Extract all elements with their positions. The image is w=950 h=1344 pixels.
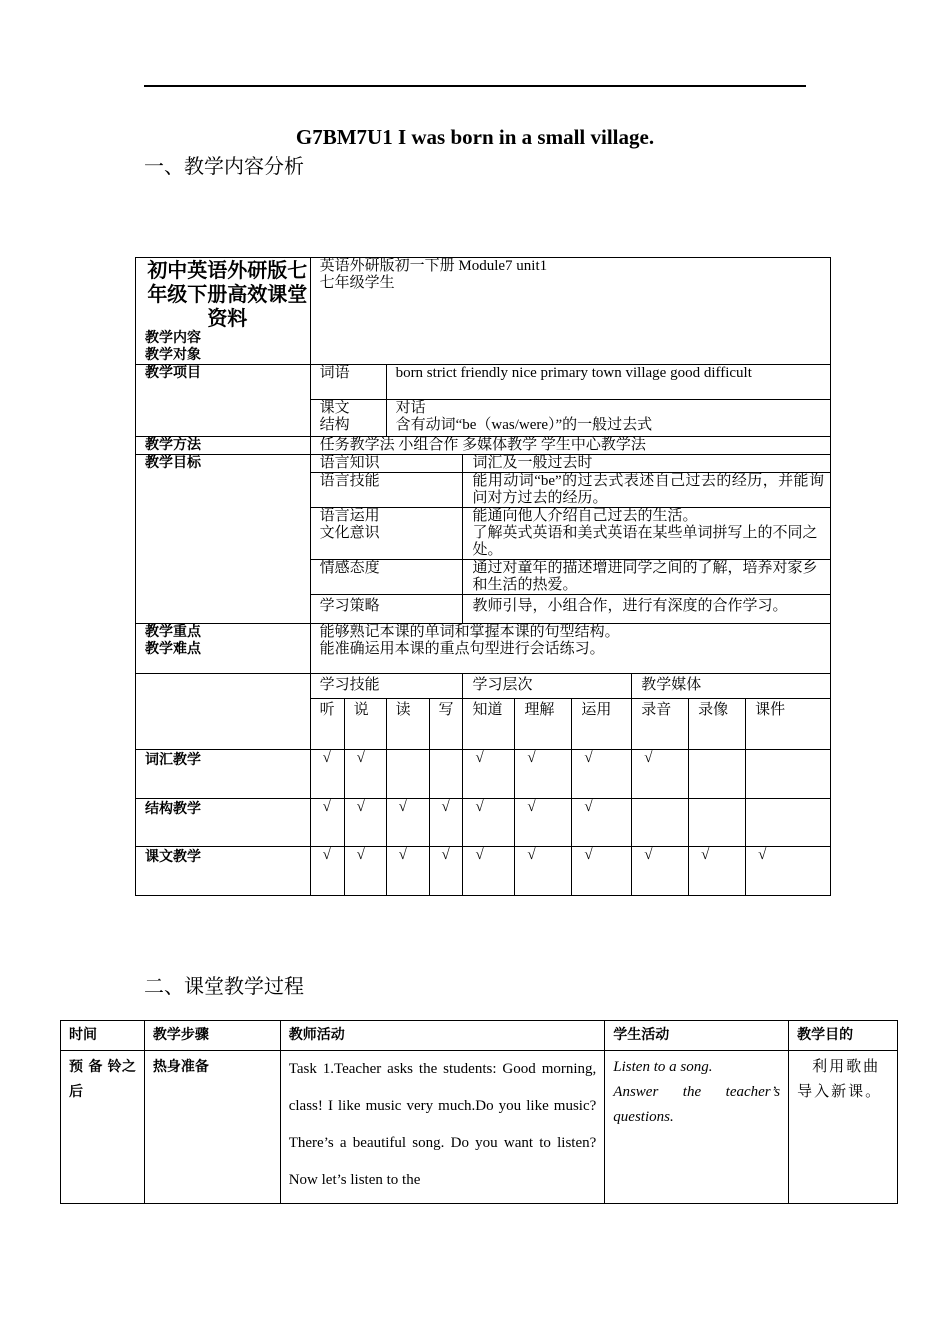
row-label: 词汇教学 xyxy=(136,750,311,799)
check-cell: √ xyxy=(463,750,515,799)
left-heading: 初中英语外研版七年级下册高效课堂资料 xyxy=(147,258,308,330)
goal-skill-label: 语言技能 xyxy=(310,473,463,508)
label-goal: 教学目标 xyxy=(136,455,311,624)
row-label: 课文教学 xyxy=(136,847,311,896)
target-value: 七年级学生 xyxy=(319,275,395,291)
analysis-table xyxy=(135,257,831,896)
check-cell: √ xyxy=(429,847,463,896)
check-cell: √ xyxy=(429,799,463,847)
check-cell xyxy=(632,799,689,847)
process-row xyxy=(61,1051,898,1204)
header-teacher: 教师活动 xyxy=(280,1021,605,1051)
matrix-row-text xyxy=(136,847,831,896)
col-speak: 说 xyxy=(344,699,386,750)
header-student: 学生活动 xyxy=(605,1021,789,1051)
check-cell: √ xyxy=(310,847,344,896)
step-cell: 热身准备 xyxy=(144,1051,280,1204)
goal-culture-value: 了解英式英语和美式英语在某些单词拼写上的不同之处。 xyxy=(472,525,818,558)
check-cell: √ xyxy=(572,847,632,896)
col-courseware: 课件 xyxy=(746,699,831,750)
check-cell: √ xyxy=(344,799,386,847)
label-content: 教学内容 xyxy=(145,330,201,346)
section-heading-1: 一、教学内容分析 xyxy=(144,154,304,178)
check-cell: √ xyxy=(572,750,632,799)
top-rule xyxy=(144,85,806,87)
check-cell xyxy=(746,750,831,799)
header-purpose: 教学目的 xyxy=(789,1021,898,1051)
goal-use-label: 语言运用 xyxy=(319,508,380,524)
check-cell: √ xyxy=(310,799,344,847)
label-difficulty: 教学难点 xyxy=(145,641,201,657)
vocab-value: born strict friendly nice primary town village good difficult xyxy=(386,365,830,400)
col-apply: 运用 xyxy=(572,699,632,750)
matrix-row-structure xyxy=(136,799,831,847)
col-video: 录像 xyxy=(689,699,746,750)
process-table xyxy=(60,1020,898,1204)
purpose-cell: 利用歌曲导入新课。 xyxy=(789,1051,898,1204)
group-media: 教学媒体 xyxy=(632,674,831,699)
check-cell: √ xyxy=(463,847,515,896)
goal-use-value: 能通向他人介绍自己过去的生活。 xyxy=(472,508,698,524)
check-cell: √ xyxy=(632,750,689,799)
key-value: 能够熟记本课的单词和掌握本课的句型结构。 xyxy=(319,624,620,640)
goal-skill-value: 能用动词“be”的过去式表述自己过去的经历，并能询问对方过去的经历。 xyxy=(463,473,831,508)
section-heading-2: 二、课堂教学过程 xyxy=(144,974,304,998)
check-cell: √ xyxy=(344,847,386,896)
left-heading-cell xyxy=(136,258,311,365)
matrix-corner xyxy=(136,674,311,750)
goal-strategy-label: 学习策略 xyxy=(310,595,463,624)
check-cell: √ xyxy=(344,750,386,799)
group-levels: 学习层次 xyxy=(463,674,632,699)
document-title: G7BM7U1 I was born in a small village. xyxy=(295,125,655,149)
check-cell: √ xyxy=(386,799,429,847)
method-value: 任务教学法 小组合作 多媒体教学 学生中心教学法 xyxy=(310,437,830,455)
student-activity-2: Answer the teacher’s questions. xyxy=(613,1084,781,1125)
check-cell: √ xyxy=(310,750,344,799)
label-method: 教学方法 xyxy=(136,437,311,455)
check-cell xyxy=(746,799,831,847)
check-cell xyxy=(386,750,429,799)
header-time: 时间 xyxy=(61,1021,145,1051)
col-listen: 听 xyxy=(310,699,344,750)
check-cell: √ xyxy=(515,750,572,799)
struct-label: 结构 xyxy=(319,417,350,433)
header-step: 教学步骤 xyxy=(144,1021,280,1051)
check-cell: √ xyxy=(515,799,572,847)
col-understand: 理解 xyxy=(515,699,572,750)
goal-knowledge-value: 词汇及一般过去时 xyxy=(463,455,831,473)
goal-emotion-value: 通过对童年的描述增进同学之间的了解，培养对家乡和生活的热爱。 xyxy=(463,560,831,595)
goal-knowledge-label: 语言知识 xyxy=(310,455,463,473)
teacher-activity: Task 1.Teacher asks the students: Good morning, class! I like music very much.Do you like music? There’s a beautiful song. Do you want to listen? Now let’s listen to the xyxy=(280,1051,605,1204)
row-label: 结构教学 xyxy=(136,799,311,847)
label-items: 教学项目 xyxy=(136,365,311,437)
check-cell: √ xyxy=(463,799,515,847)
vocab-label: 词语 xyxy=(310,365,386,400)
col-audio: 录音 xyxy=(632,699,689,750)
check-cell: √ xyxy=(386,847,429,896)
col-know: 知道 xyxy=(463,699,515,750)
matrix-row-vocab xyxy=(136,750,831,799)
time-cell: 预 备 铃之后 xyxy=(61,1051,145,1204)
label-key: 教学重点 xyxy=(145,624,201,640)
goal-strategy-value: 教师引导，小组合作，进行有深度的合作学习。 xyxy=(463,595,831,624)
content-value: 英语外研版初一下册 Module7 unit1 xyxy=(319,258,548,274)
goal-emotion-label: 情感态度 xyxy=(310,560,463,595)
check-cell: √ xyxy=(632,847,689,896)
struct-value: 含有动词“be（was/were）”的一般过去式 xyxy=(395,417,653,433)
check-cell xyxy=(429,750,463,799)
check-cell xyxy=(689,799,746,847)
check-cell xyxy=(689,750,746,799)
difficulty-value: 能准确运用本课的重点句型进行会话练习。 xyxy=(319,641,605,657)
check-cell: √ xyxy=(515,847,572,896)
goal-culture-label: 文化意识 xyxy=(319,525,380,541)
text-label: 课文 xyxy=(319,400,350,416)
check-cell: √ xyxy=(746,847,831,896)
label-target: 教学对象 xyxy=(145,347,201,363)
student-activity-1: Listen to a song. xyxy=(613,1059,713,1075)
check-cell: √ xyxy=(572,799,632,847)
text-value: 对话 xyxy=(395,400,426,416)
col-read: 读 xyxy=(386,699,429,750)
col-write: 写 xyxy=(429,699,463,750)
group-skills: 学习技能 xyxy=(310,674,463,699)
check-cell: √ xyxy=(689,847,746,896)
